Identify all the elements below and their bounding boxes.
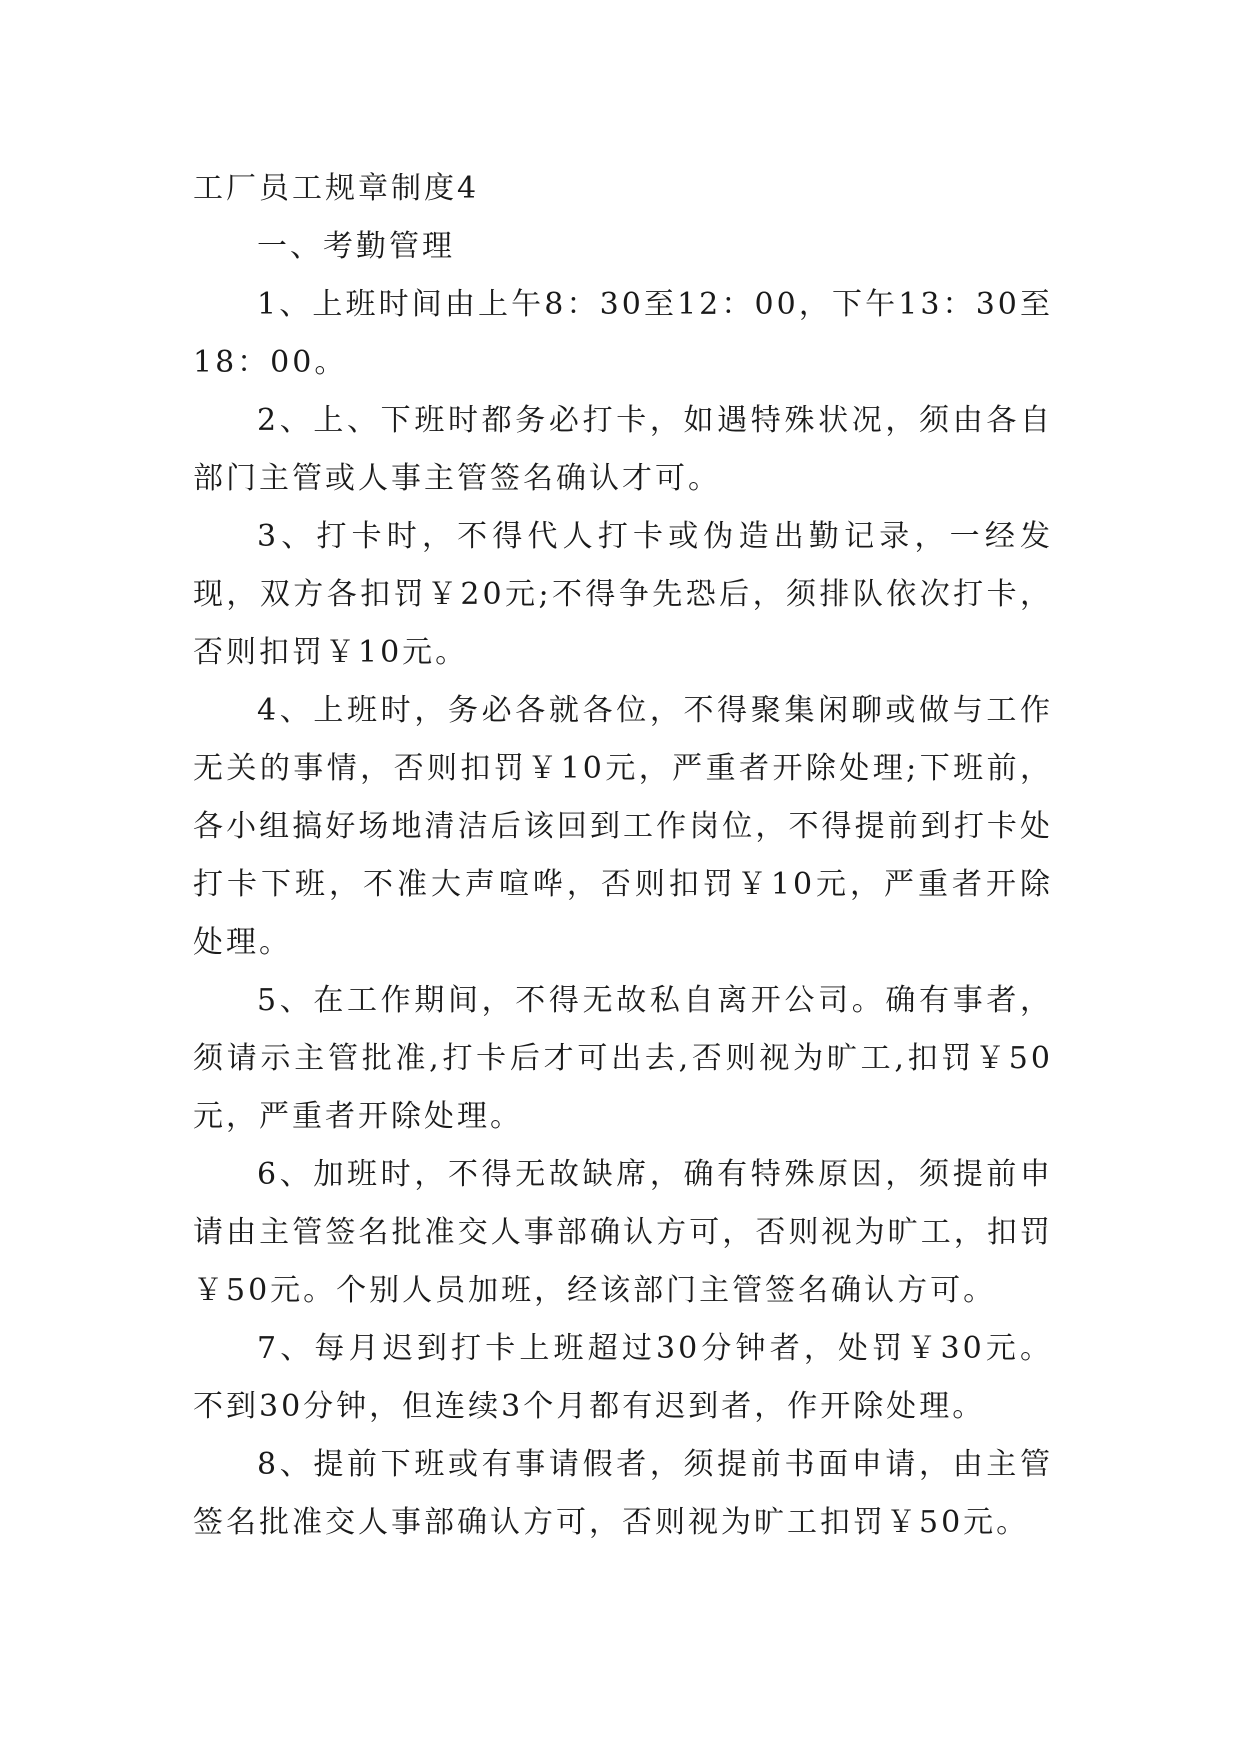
rule-paragraph-6: 6、加班时，不得无故缺席，确有特殊原因，须提前申请由主管签名批准交人事部确认方可，否则视为旷工，扣罚￥50元。个别人员加班，经该部门主管签名确认方可。 bbox=[193, 1157, 1053, 1308]
document-title: 工厂员工规章制度4 bbox=[193, 171, 480, 206]
rule-paragraph-1: 1、上班时间由上午8：30至12：00，下午13：30至18：00。 bbox=[193, 287, 1053, 380]
rule-paragraph-4: 4、上班时，务必各就各位，不得聚集闲聊或做与工作无关的事情，否则扣罚￥10元，严重者开除处理;下班前，各小组搞好场地清洁后该回到工作岗位，不得提前到打卡处打卡下班，不准大声喧哗，否则扣罚￥10元，严重者开除处理。 bbox=[193, 693, 1053, 960]
rule-paragraph-3: 3、打卡时，不得代人打卡或伪造出勤记录，一经发现，双方各扣罚￥20元;不得争先恐后，须排队依次打卡，否则扣罚￥10元。 bbox=[193, 519, 1053, 670]
rule-paragraph-5: 5、在工作期间，不得无故私自离开公司。确有事者，须请示主管批准,打卡后才可出去,否则视为旷工,扣罚￥50元，严重者开除处理。 bbox=[193, 983, 1053, 1134]
section-heading: 一、考勤管理 bbox=[257, 229, 455, 264]
rule-paragraph-7: 7、每月迟到打卡上班超过30分钟者，处罚￥30元。不到30分钟，但连续3个月都有迟到者，作开除处理。 bbox=[193, 1331, 1053, 1424]
rule-paragraph-8: 8、提前下班或有事请假者，须提前书面申请，由主管签名批准交人事部确认方可，否则视为旷工扣罚￥50元。 bbox=[193, 1447, 1053, 1540]
rule-paragraph-2: 2、上、下班时都务必打卡，如遇特殊状况，须由各自部门主管或人事主管签名确认才可。 bbox=[193, 403, 1053, 496]
document-body bbox=[193, 160, 1053, 1552]
